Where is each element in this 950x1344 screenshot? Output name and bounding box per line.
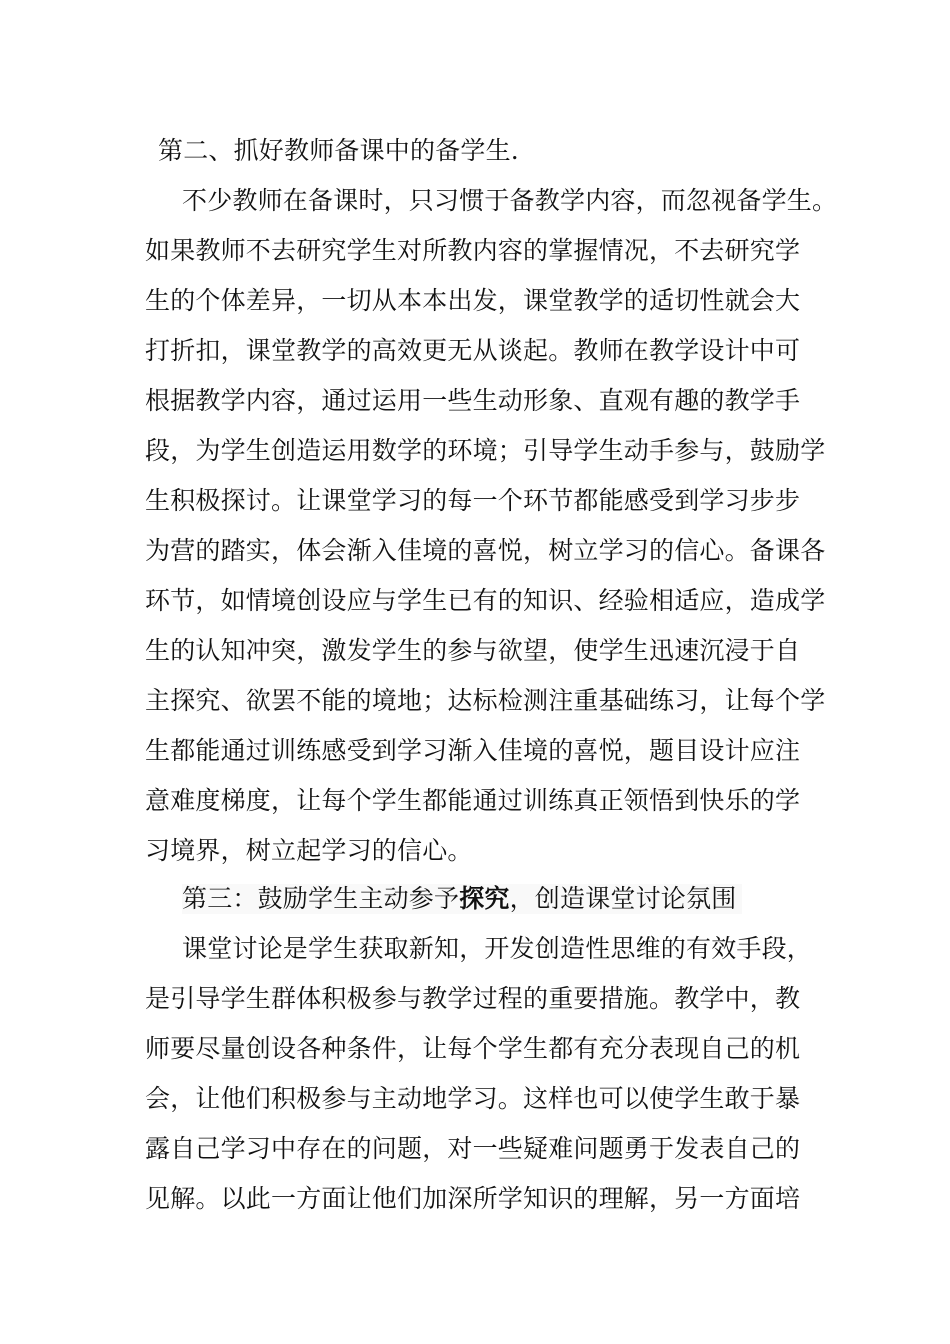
paragraph-line: 课堂讨论是学生获取新知，开发创造性思维的有效手段， bbox=[182, 934, 813, 963]
section-3-heading-pre: 第三：鼓励学生主动参予 bbox=[182, 884, 460, 913]
paragraph-line: 打折扣，课堂教学的高效更无从谈起。教师在教学设计中可 bbox=[145, 336, 801, 365]
section-3-heading-bold: 探究 bbox=[459, 884, 510, 913]
section-3-heading bbox=[182, 884, 742, 914]
paragraph-line: 生的个体差异，一切从本本出发，课堂教学的适切性就会大 bbox=[145, 286, 801, 315]
paragraph-line: 师要尽量创设各种条件，让每个学生都有充分表现自己的机 bbox=[145, 1034, 801, 1063]
paragraph-line: 是引导学生群体积极参与教学过程的重要措施。教学中，教 bbox=[145, 984, 801, 1013]
paragraph-line: 生都能通过训练感受到学习渐入佳境的喜悦，题目设计应注 bbox=[145, 736, 801, 765]
paragraph-line: 根据教学内容，通过运用一些生动形象、直观有趣的教学手 bbox=[145, 386, 801, 415]
section-2-heading: 第二、抓好教师备课中的备学生. bbox=[158, 136, 519, 165]
paragraph-line: 不少教师在备课时，只习惯于备教学内容，而忽视备学生。 bbox=[182, 186, 838, 215]
paragraph-line: 见解。以此一方面让他们加深所学知识的理解，另一方面培 bbox=[145, 1184, 801, 1213]
section-3-heading-post: ，创造课堂讨论氛围 bbox=[509, 884, 737, 913]
paragraph-line: 为营的踏实，体会渐入佳境的喜悦，树立学习的信心。备课各 bbox=[145, 536, 826, 565]
paragraph-line: 如果教师不去研究学生对所教内容的掌握情况，不去研究学 bbox=[145, 236, 801, 265]
paragraph-line: 生的认知冲突，激发学生的参与欲望，使学生迅速沉浸于自 bbox=[145, 636, 801, 665]
paragraph-line: 环节，如情境创设应与学生已有的知识、经验相适应，造成学 bbox=[145, 586, 826, 615]
paragraph-line: 露自己学习中存在的问题，对一些疑难问题勇于发表自己的 bbox=[145, 1134, 801, 1163]
paragraph-line: 生积极探讨。让课堂学习的每一个环节都能感受到学习步步 bbox=[145, 486, 801, 515]
paragraph-line: 习境界，树立起学习的信心。 bbox=[145, 836, 473, 865]
paragraph-line: 段，为学生创造运用数学的环境；引导学生动手参与，鼓励学 bbox=[145, 436, 826, 465]
paragraph-line: 会，让他们积极参与主动地学习。这样也可以使学生敢于暴 bbox=[145, 1084, 801, 1113]
paragraph-line: 意难度梯度，让每个学生都能通过训练真正领悟到快乐的学 bbox=[145, 786, 801, 815]
paragraph-line: 主探究、欲罢不能的境地；达标检测注重基础练习，让每个学 bbox=[145, 686, 826, 715]
